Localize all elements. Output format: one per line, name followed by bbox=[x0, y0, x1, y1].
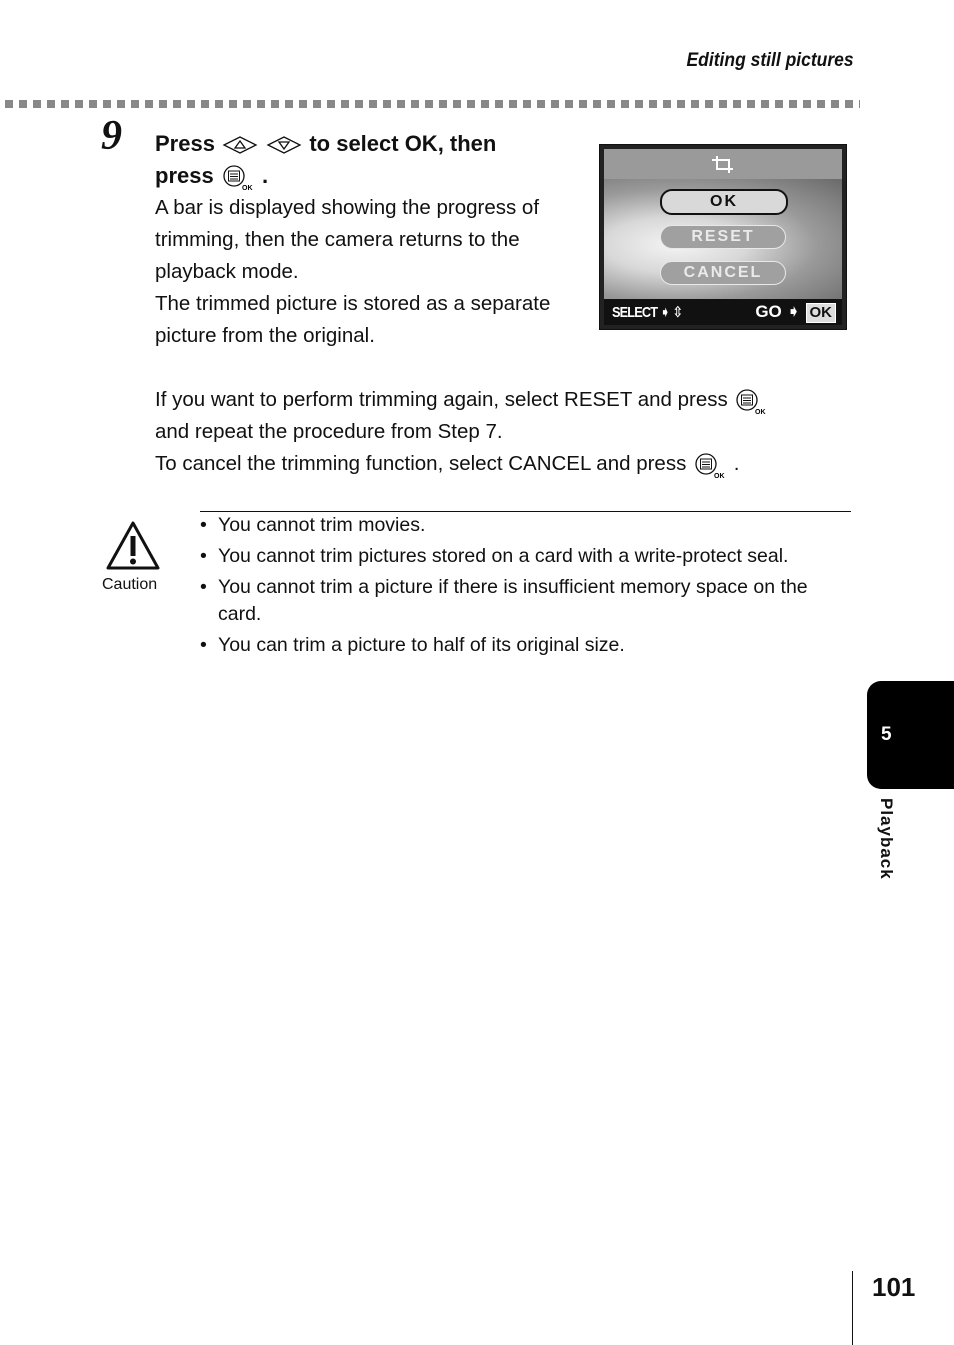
chapter-label: Playback bbox=[877, 798, 896, 880]
chapter-number: 5 bbox=[881, 724, 892, 745]
extra-line-3-end: . bbox=[733, 452, 740, 475]
lcd-ok-box: OK bbox=[806, 303, 837, 323]
arrow-up-button-icon bbox=[221, 134, 259, 156]
trim-icon bbox=[709, 153, 739, 175]
step-heading bbox=[155, 128, 575, 192]
lcd-select-label: SELECT bbox=[612, 304, 658, 321]
step-body-para-2: The trimmed picture is stored as a separate picture from the original. bbox=[155, 292, 551, 347]
caution-warning-icon bbox=[105, 520, 161, 572]
lcd-option-reset: RESET bbox=[660, 225, 786, 249]
step-heading-middle: to select OK, then bbox=[309, 131, 497, 156]
step-body-para-1: A bar is displayed showing the progress of trimming, then the camera returns to the playback mode. bbox=[155, 196, 540, 283]
caution-note: • You cannot trim pictures stored on a card with a write-protect seal. bbox=[200, 543, 852, 570]
arrow-right-icon: ➧ bbox=[786, 302, 801, 321]
lcd-title-bar bbox=[604, 149, 842, 179]
section-title: Editing still pictures bbox=[686, 50, 854, 71]
extra-line-1: If you want to perform trimming again, select RESET and press bbox=[155, 388, 728, 411]
page-number: 101 bbox=[872, 1272, 916, 1302]
ok-menu-button-icon bbox=[692, 451, 728, 479]
page-number-rule bbox=[852, 1271, 853, 1345]
dotted-divider bbox=[5, 100, 860, 108]
lcd-go-hint bbox=[755, 302, 836, 323]
caution-note: • You cannot trim a picture if there is insufficient memory space on the card. bbox=[200, 574, 852, 628]
lcd-bottom-bar bbox=[604, 299, 842, 325]
step-press-label: Press bbox=[155, 131, 215, 156]
lcd-option-ok: OK bbox=[660, 189, 788, 215]
step-press-label-2: press bbox=[155, 163, 214, 188]
camera-lcd-screen bbox=[599, 144, 847, 330]
svg-text:OK: OK bbox=[714, 472, 725, 479]
arrow-down-button-icon bbox=[265, 134, 303, 156]
ok-menu-button-icon bbox=[220, 163, 256, 191]
caution-note: • You can trim a picture to half of its original size. bbox=[200, 632, 852, 659]
caution-label: Caution bbox=[102, 576, 158, 593]
caution-notes bbox=[200, 512, 852, 663]
lcd-select-hint bbox=[612, 303, 682, 321]
svg-text:OK: OK bbox=[755, 408, 766, 415]
extra-line-2: and repeat the procedure from Step 7. bbox=[155, 420, 503, 443]
caution-note: • You cannot trim movies. bbox=[200, 512, 852, 539]
svg-text:OK: OK bbox=[241, 185, 253, 192]
step-body bbox=[155, 192, 580, 352]
arrow-right-icon: ➧ bbox=[659, 304, 670, 321]
step-number: 9 bbox=[101, 113, 122, 159]
step-heading-end: . bbox=[261, 163, 269, 188]
extra-line-3: To cancel the trimming function, select CANCEL and press bbox=[155, 452, 687, 475]
lcd-go-label: GO bbox=[755, 302, 782, 321]
lcd-option-cancel: CANCEL bbox=[660, 261, 786, 285]
extra-instructions bbox=[155, 384, 855, 480]
ok-menu-button-icon bbox=[733, 387, 769, 415]
up-down-arrows-icon: ⇳ bbox=[672, 304, 683, 321]
